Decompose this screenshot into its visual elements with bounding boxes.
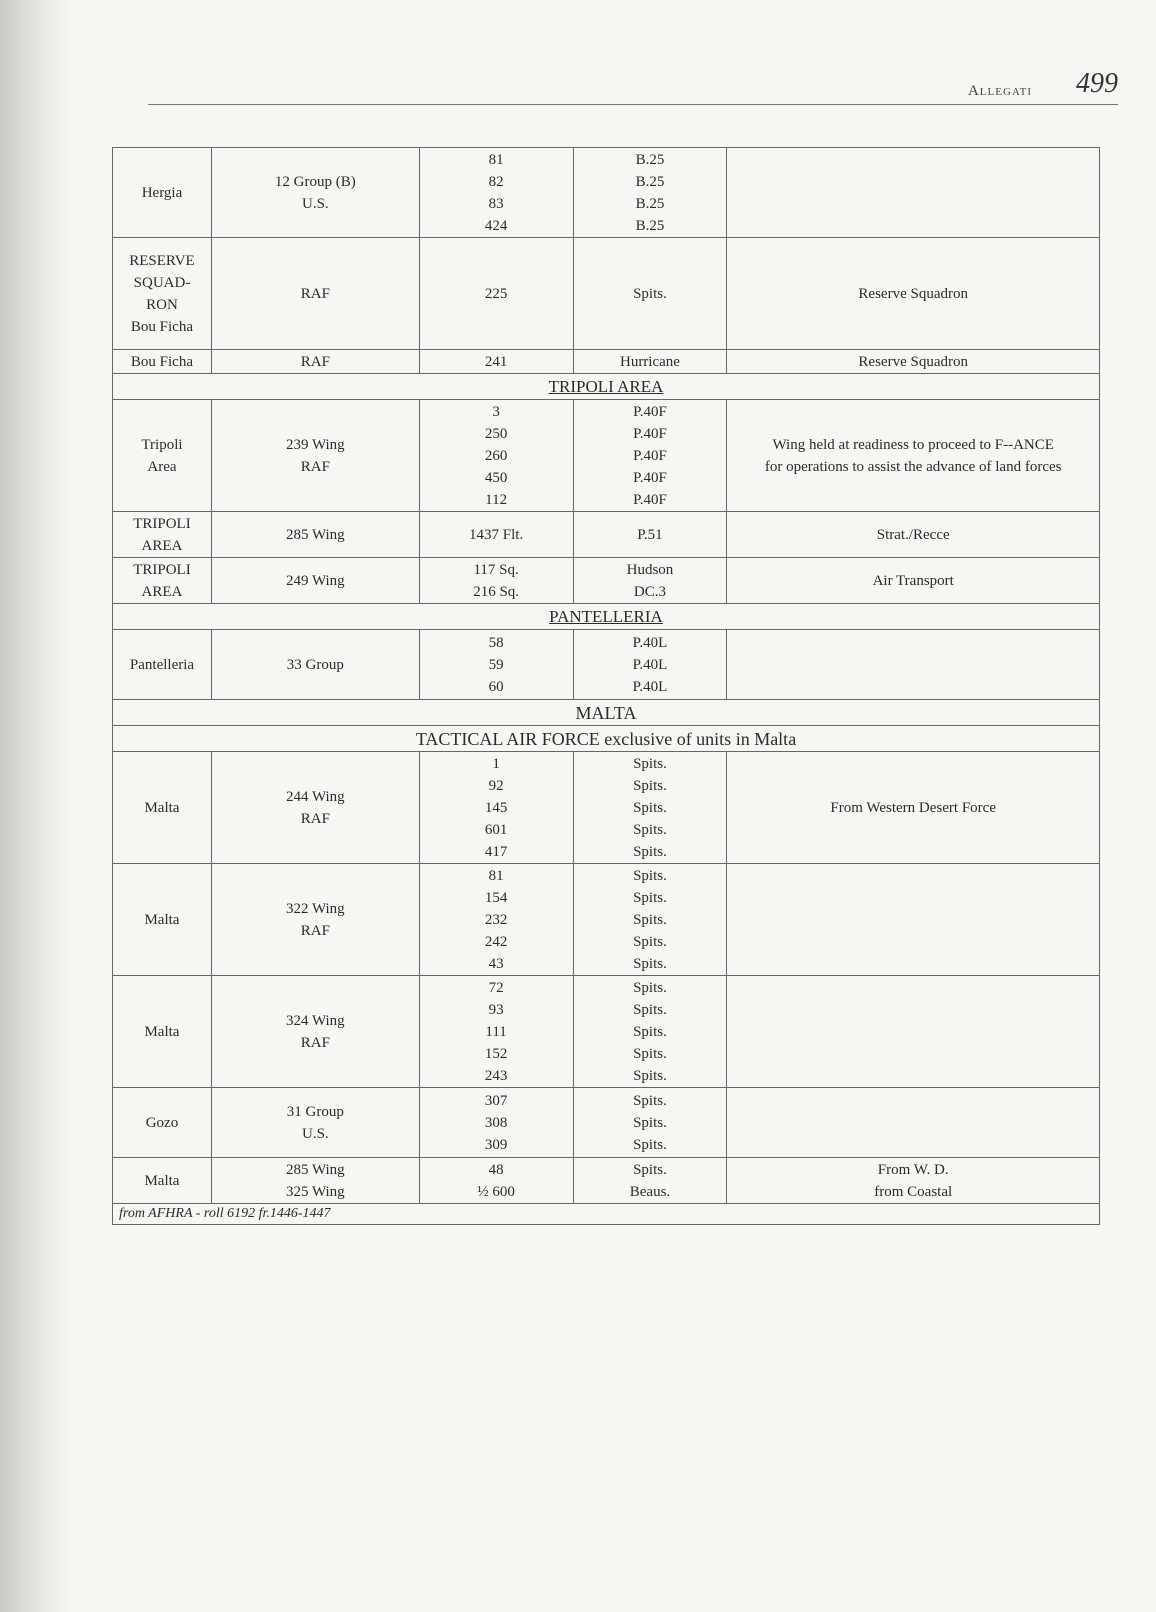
squadron-cell [419,400,573,512]
notes-line: Wing held at readiness to proceed to F--ANCE [772,436,1054,453]
location-line: Tripoli [141,436,183,453]
aircraft-line: Spits. [633,1023,667,1040]
section-heading: PANTELLERIA [113,604,1100,630]
squadron-line: 601 [484,821,508,838]
aircraft-line: Spits. [633,911,667,928]
aircraft-line: B.25 [635,151,665,168]
aircraft-line: P.40L [632,678,668,695]
location-line: Malta [144,1023,180,1040]
notes-line: From W. D. [877,1161,949,1178]
aircraft-cell [573,512,727,558]
aircraft-line: Spits. [633,889,667,906]
aircraft-line: P.40F [633,425,667,442]
aircraft-cell [573,350,727,374]
notes-line: Air Transport [872,572,954,589]
squadron-line: 152 [484,1045,508,1062]
table-row [113,1088,1100,1158]
section-row [113,700,1100,726]
aircraft-cell [573,558,727,604]
squadron-line: 81 [488,151,504,168]
squadron-line: 307 [484,1092,508,1109]
aircraft-cell [573,238,727,350]
notes-cell [727,400,1100,512]
aircraft-line: B.25 [635,217,665,234]
aircraft-line: B.25 [635,195,665,212]
squadron-cell [419,976,573,1088]
squadron-line: 72 [488,979,504,996]
squadron-line: 242 [484,933,508,950]
aircraft-line: P.51 [637,526,663,543]
location-line: RESERVE [129,252,195,269]
aircraft-line: Spits. [633,285,667,302]
squadron-line: 309 [484,1136,508,1153]
unit-line: RAF [300,285,330,302]
aircraft-line: Spits. [633,1045,667,1062]
aircraft-line: Hurricane [619,353,680,370]
location-cell [113,238,212,350]
squadron-line: 250 [484,425,508,442]
unit-line: 239 Wing [285,436,345,453]
location-cell [113,558,212,604]
notes-cell [727,864,1100,976]
location-line: Gozo [145,1114,179,1131]
notes-line: Reserve Squadron [858,353,968,370]
unit-line: RAF [300,810,330,827]
squadron-line: 225 [484,285,508,302]
squadron-cell [419,238,573,350]
location-line: Area [147,458,177,475]
unit-line: 249 Wing [285,572,345,589]
unit-line: RAF [300,353,330,370]
unit-cell [211,1088,419,1158]
aircraft-line: Spits. [633,1136,667,1153]
squadron-line: 260 [484,447,508,464]
aircraft-cell [573,976,727,1088]
location-cell [113,1088,212,1158]
table-row [113,558,1100,604]
squadron-cell [419,752,573,864]
location-cell [113,512,212,558]
table-row [113,1158,1100,1204]
aircraft-cell [573,1158,727,1204]
notes-cell [727,976,1100,1088]
unit-cell [211,512,419,558]
location-line: Bou Ficha [130,353,194,370]
table-row [113,238,1100,350]
location-line: Bou Ficha [130,318,194,335]
squadron-cell [419,1088,573,1158]
aircraft-line: Spits. [633,777,667,794]
squadron-line: 243 [484,1067,508,1084]
location-cell [113,864,212,976]
notes-line: From Western Desert Force [830,799,996,816]
table-row [113,976,1100,1088]
squadron-cell [419,350,573,374]
aircraft-line: P.40L [632,634,668,651]
aircraft-line: P.40L [632,656,668,673]
page-number: 499 [1076,68,1118,99]
aircraft-line: Beaus. [629,1183,671,1200]
notes-line: Reserve Squadron [858,285,968,302]
notes-line: Strat./Recce [876,526,950,543]
unit-cell [211,630,419,700]
unit-cell [211,400,419,512]
table-row [113,400,1100,512]
notes-cell [727,630,1100,700]
aircraft-line: Spits. [633,755,667,772]
aircraft-line: Spits. [633,979,667,996]
squadron-line: 145 [484,799,508,816]
squadron-line: 92 [488,777,504,794]
unit-cell [211,976,419,1088]
squadron-cell [419,512,573,558]
squadron-line: 83 [488,195,504,212]
squadron-line: 60 [488,678,504,695]
location-cell [113,400,212,512]
unit-line: 285 Wing [285,1161,345,1178]
section-row [113,604,1100,630]
order-of-battle-table [112,147,1100,1225]
location-line: TRIPOLI [133,515,191,532]
aircraft-cell [573,400,727,512]
aircraft-cell [573,148,727,238]
section-row [113,726,1100,752]
squadron-line: 154 [484,889,508,906]
squadron-line: 58 [488,634,504,651]
notes-cell [727,558,1100,604]
running-head: Allegati [967,83,1032,99]
squadron-line: 1 [492,755,500,772]
squadron-cell [419,630,573,700]
location-cell [113,1158,212,1204]
notes-cell [727,238,1100,350]
squadron-cell [419,1158,573,1204]
aircraft-line: Spits. [633,1161,667,1178]
squadron-cell [419,558,573,604]
section-heading: TACTICAL AIR FORCE exclusive of units in Malta [113,726,1100,752]
unit-line: 285 Wing [285,526,345,543]
location-line: AREA [141,537,183,554]
unit-cell [211,558,419,604]
squadron-line: 450 [484,469,508,486]
aircraft-line: Spits. [633,821,667,838]
squadron-line: 117 Sq. [473,561,519,578]
location-line: Malta [144,911,180,928]
unit-line: RAF [300,922,330,939]
location-cell [113,976,212,1088]
source-row [113,1204,1100,1225]
aircraft-cell [573,752,727,864]
aircraft-line: B.25 [635,173,665,190]
unit-line: 12 Group (B) [274,173,356,190]
binding-shadow [0,0,70,1612]
aircraft-line: DC.3 [633,583,667,600]
notes-line: for operations to assist the advance of land forces [764,458,1062,475]
aircraft-line: Spits. [633,933,667,950]
location-line: SQUAD- [133,274,191,291]
squadron-line: 93 [488,1001,504,1018]
location-line: Hergia [141,184,183,201]
table-row [113,752,1100,864]
squadron-line: 81 [488,867,504,884]
unit-cell [211,864,419,976]
squadron-line: 3 [492,403,500,420]
unit-line: U.S. [301,195,329,212]
aircraft-line: Spits. [633,867,667,884]
squadron-line: 308 [484,1114,508,1131]
aircraft-line: P.40F [633,491,667,508]
location-line: Malta [144,1172,180,1189]
location-line: Malta [144,799,180,816]
location-cell [113,148,212,238]
aircraft-line: Spits. [633,799,667,816]
notes-cell [727,148,1100,238]
table-body [113,148,1100,1204]
location-cell [113,350,212,374]
squadron-line: ½ 600 [477,1183,515,1200]
squadron-cell [419,148,573,238]
aircraft-cell [573,864,727,976]
aircraft-line: Hudson [626,561,674,578]
table-row [113,350,1100,374]
unit-line: 325 Wing [285,1183,345,1200]
location-line: AREA [141,583,183,600]
table-row [113,512,1100,558]
unit-line: 244 Wing [285,788,345,805]
squadron-line: 1437 Flt. [469,526,524,543]
squadron-line: 424 [484,217,508,234]
unit-line: 33 Group [286,656,344,673]
squadron-line: 111 [485,1023,507,1040]
aircraft-line: Spits. [633,1092,667,1109]
source-note: from AFHRA - roll 6192 fr.1446-1447 [113,1204,1100,1225]
unit-line: 322 Wing [285,900,345,917]
notes-cell [727,1158,1100,1204]
aircraft-line: Spits. [633,955,667,972]
table-row [113,148,1100,238]
aircraft-line: Spits. [633,1067,667,1084]
location-cell [113,752,212,864]
aircraft-cell [573,1088,727,1158]
section-heading: MALTA [113,700,1100,726]
aircraft-line: P.40F [633,447,667,464]
section-heading: TRIPOLI AREA [113,374,1100,400]
aircraft-line: Spits. [633,1001,667,1018]
aircraft-line: P.40F [633,469,667,486]
location-line: TRIPOLI [133,561,191,578]
squadron-line: 232 [484,911,508,928]
squadron-line: 59 [488,656,504,673]
notes-cell [727,512,1100,558]
notes-cell [727,1088,1100,1158]
squadron-line: 48 [488,1161,504,1178]
location-line: RON [146,296,178,313]
squadron-line: 82 [488,173,504,190]
unit-cell [211,148,419,238]
location-line: Pantelleria [129,656,195,673]
aircraft-line: Spits. [633,1114,667,1131]
section-row [113,374,1100,400]
table-row [113,630,1100,700]
squadron-cell [419,864,573,976]
page-header [148,68,1118,105]
aircraft-line: P.40F [633,403,667,420]
location-cell [113,630,212,700]
unit-line: 31 Group [286,1103,344,1120]
squadron-line: 241 [484,353,508,370]
unit-cell [211,238,419,350]
unit-line: U.S. [301,1125,329,1142]
squadron-line: 417 [484,843,508,860]
table-row [113,864,1100,976]
unit-line: RAF [300,1034,330,1051]
notes-cell [727,350,1100,374]
notes-cell [727,752,1100,864]
notes-line: from Coastal [874,1183,953,1200]
unit-cell [211,752,419,864]
aircraft-cell [573,630,727,700]
squadron-line: 216 Sq. [473,583,520,600]
unit-line: 324 Wing [285,1012,345,1029]
aircraft-line: Spits. [633,843,667,860]
unit-cell [211,1158,419,1204]
unit-line: RAF [300,458,330,475]
squadron-line: 43 [488,955,504,972]
unit-cell [211,350,419,374]
squadron-line: 112 [485,491,508,508]
